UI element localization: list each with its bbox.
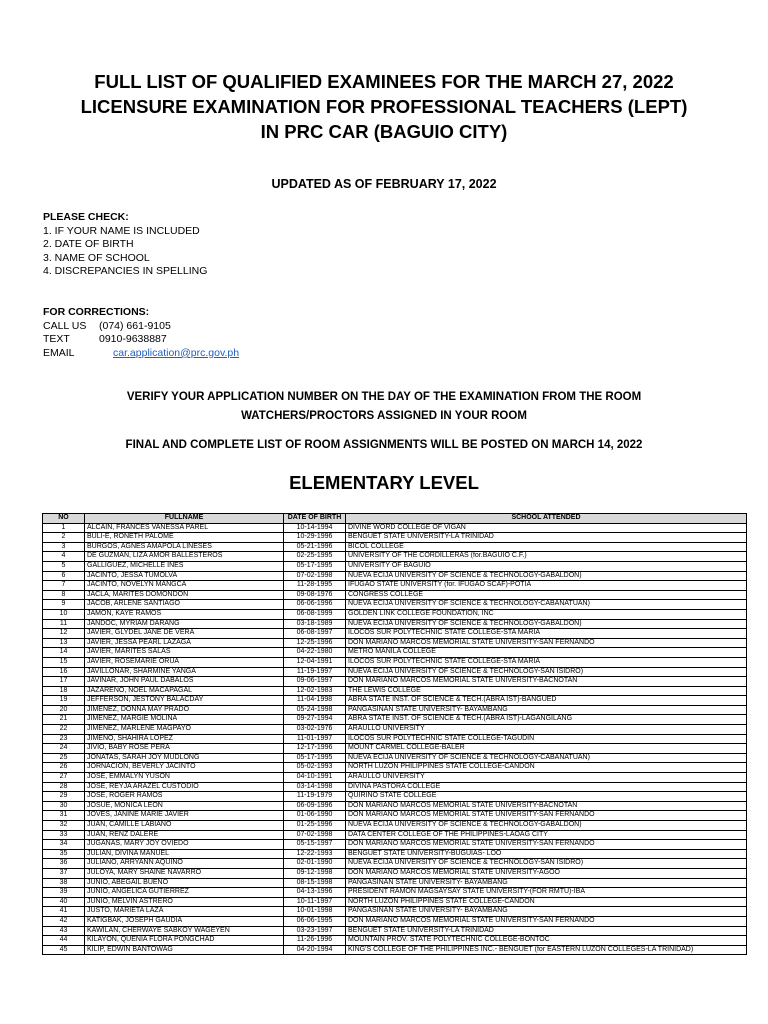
cell-fullname: BURGOS, AGNES AMAPOLA LINESES (85, 542, 284, 552)
table-row (43, 821, 747, 831)
cell-school: BENGUET STATE UNIVERSITY-LA TRINIDAD (346, 926, 747, 936)
cell-no: 2 (43, 533, 85, 543)
table-row (43, 705, 747, 715)
cell-no: 19 (43, 696, 85, 706)
cell-no: 14 (43, 648, 85, 658)
table-header-row (43, 514, 747, 524)
cell-fullname: JANDOC, MYRIAM DARANG (85, 619, 284, 629)
cell-fullname: JIVIO, BABY ROSE PERA (85, 744, 284, 754)
table-row (43, 830, 747, 840)
cell-school: UNIVERSITY OF THE CORDILLERAS (for.BAGUIO C.F.) (346, 552, 747, 562)
cell-dob: 03-18-1989 (284, 619, 346, 629)
cell-dob: 06-08-1997 (284, 629, 346, 639)
email-link[interactable]: car.application@prc.gov.ph (113, 346, 240, 359)
cell-no: 16 (43, 667, 85, 677)
cell-dob: 11-19-1997 (284, 667, 346, 677)
cell-school: PRESIDENT RAMON MAGSAYSAY STATE UNIVERSITY-(FOR RMTU)-IBA (346, 888, 747, 898)
cell-dob: 04-10-1991 (284, 773, 346, 783)
cell-dob: 10-29-1996 (284, 533, 346, 543)
cell-fullname: JULIAN, DIVINA MANUEL (85, 849, 284, 859)
cell-no: 10 (43, 609, 85, 619)
cell-dob: 02-25-1995 (284, 552, 346, 562)
cell-dob: 09-12-1998 (284, 868, 346, 878)
call-value: (074) 661-9105 (99, 319, 171, 332)
text-row (43, 333, 239, 347)
cell-fullname: KATIGBAK, JOSEPH GAUDIA (85, 916, 284, 926)
text-label: TEXT (43, 333, 70, 346)
cell-no: 38 (43, 878, 85, 888)
cell-fullname: JULIANO, ARRYANN AQUINO (85, 859, 284, 869)
table-row (43, 629, 747, 639)
cell-dob: 11-01-1997 (284, 734, 346, 744)
cell-dob: 12-25-1996 (284, 638, 346, 648)
cell-no: 44 (43, 936, 85, 946)
table-row (43, 878, 747, 888)
table-row (43, 734, 747, 744)
cell-dob: 03-23-1997 (284, 926, 346, 936)
cell-dob: 12-17-1996 (284, 744, 346, 754)
cell-no: 11 (43, 619, 85, 629)
cell-school: IFUGAO STATE UNIVERSITY (for. IFUGAO SCAF)-POTIA (346, 581, 747, 591)
cell-dob: 01-25-1996 (284, 821, 346, 831)
table-row (43, 926, 747, 936)
updated-date: UPDATED AS OF FEBRUARY 17, 2022 (271, 177, 497, 191)
cell-school: DON MARIANO MARCOS MEMORIAL STATE UNIVERSITY-BACNOTAN (346, 801, 747, 811)
cell-school: ARAULLO UNIVERSITY (346, 773, 747, 783)
cell-fullname: JAVINAR, JOHN PAUL DABALOS (85, 677, 284, 687)
check-item: 1. IF YOUR NAME IS INCLUDED (43, 224, 200, 237)
cell-dob: 04-22-1980 (284, 648, 346, 658)
cell-school: NUEVA ECIJA UNIVERSITY OF SCIENCE & TECHNOLOGY-CABANATUAN) (346, 600, 747, 610)
cell-no: 22 (43, 725, 85, 735)
cell-no: 1 (43, 523, 85, 533)
cell-fullname: ALCAIN, FRANCES VANESSA PAREL (85, 523, 284, 533)
cell-no: 40 (43, 897, 85, 907)
cell-no: 5 (43, 561, 85, 571)
cell-dob: 02-01-1990 (284, 859, 346, 869)
cell-dob: 04-13-1996 (284, 888, 346, 898)
cell-fullname: KILAYON, QUENIA FLORA PONGCHAD (85, 936, 284, 946)
table-body (43, 523, 747, 955)
cell-fullname: JAVIER, MARITES SALAS (85, 648, 284, 658)
title-line: IN PRC CAR (BAGUIO CITY) (260, 121, 508, 142)
call-label: CALL US (43, 319, 87, 332)
table-row (43, 897, 747, 907)
header-school: SCHOOL ATTENDED (346, 514, 747, 524)
cell-fullname: JULOYA, MARY SHAINE NAVARRO (85, 868, 284, 878)
cell-dob: 05-24-1998 (284, 705, 346, 715)
table-row (43, 811, 747, 821)
cell-school: ILOCOS SUR POLYTECHNIC STATE COLLEGE-STA MARIA (346, 629, 747, 639)
cell-no: 26 (43, 763, 85, 773)
table-row (43, 638, 747, 648)
cell-school: MOUNT CARMEL COLLEGE-BALER (346, 744, 747, 754)
cell-no: 23 (43, 734, 85, 744)
check-item: 4. DISCREPANCIES IN SPELLING (43, 265, 208, 278)
cell-fullname: JOSE, ROGER RAMOS (85, 792, 284, 802)
table-row (43, 686, 747, 696)
table-row (43, 888, 747, 898)
cell-fullname: JACINTO, NOVELYN MANGCA (85, 581, 284, 591)
cell-school: NORTH LUZON PHILIPPINES STATE COLLEGE-CANDON (346, 897, 747, 907)
text-value: 0910-9638887 (99, 333, 167, 346)
cell-no: 20 (43, 705, 85, 715)
cell-school: ABRA STATE INST. OF SCIENCE & TECH.(ABRA IST)-LAGANGILANG (346, 715, 747, 725)
cell-fullname: JUAN, CAMILLE LABIANO (85, 821, 284, 831)
table-row (43, 715, 747, 725)
cell-fullname: JUGANAS, MARY JOY OVIEDO (85, 840, 284, 850)
table-row (43, 859, 747, 869)
cell-dob: 10-11-1997 (284, 897, 346, 907)
table-row (43, 840, 747, 850)
cell-dob: 09-06-1997 (284, 677, 346, 687)
cell-dob: 05-15-1997 (284, 840, 346, 850)
cell-school: DON MARIANO MARCOS MEMORIAL STATE UNIVERSITY-BACNOTAN (346, 677, 747, 687)
table-row (43, 523, 747, 533)
cell-dob: 06-06-1996 (284, 600, 346, 610)
cell-no: 39 (43, 888, 85, 898)
cell-school: DIVINE WORD COLLEGE OF VIGAN (346, 523, 747, 533)
cell-school: NUEVA ECIJA UNIVERSITY OF SCIENCE & TECHNOLOGY-GABALDON) (346, 821, 747, 831)
cell-dob: 12-02-1983 (284, 686, 346, 696)
table-row (43, 792, 747, 802)
table-row (43, 945, 747, 955)
table-row (43, 590, 747, 600)
cell-school: MOUNTAIN PROV. STATE POLYTECHNIC COLLEGE-BONTOC (346, 936, 747, 946)
final-notice: FINAL AND COMPLETE LIST OF ROOM ASSIGNMENTS WILL BE POSTED ON MARCH 14, 2022 (125, 439, 643, 451)
header-fullname: FULLNAME (85, 514, 284, 524)
cell-fullname: JUNIO, ABEGAIL BUENO (85, 878, 284, 888)
table-row (43, 744, 747, 754)
cell-fullname: JAMON, KAYE RAMOS (85, 609, 284, 619)
cell-dob: 09-27-1994 (284, 715, 346, 725)
cell-school: PANGASINAN STATE UNIVERSITY- BAYAMBANG (346, 878, 747, 888)
cell-dob: 06-08-1999 (284, 609, 346, 619)
cell-school: ARAULLO UNIVERSITY (346, 725, 747, 735)
cell-school: GOLDEN LINK COLLEGE FOUNDATION, INC (346, 609, 747, 619)
cell-fullname: JOSE, REYJA ARAZEL CUSTODIO (85, 782, 284, 792)
cell-no: 31 (43, 811, 85, 821)
cell-dob: 10-14-1994 (284, 523, 346, 533)
table-row (43, 868, 747, 878)
cell-dob: 03-02-1976 (284, 725, 346, 735)
cell-school: ILOCOS SUR POLYTECHNIC STATE COLLEGE-STA MARIA (346, 657, 747, 667)
cell-fullname: JACLA, MARITES DOMONDON (85, 590, 284, 600)
table-row (43, 648, 747, 658)
verify-line: WATCHERS/PROCTORS ASSIGNED IN YOUR ROOM (241, 410, 527, 422)
cell-no: 13 (43, 638, 85, 648)
table-row (43, 609, 747, 619)
cell-no: 29 (43, 792, 85, 802)
cell-no: 3 (43, 542, 85, 552)
cell-no: 21 (43, 715, 85, 725)
cell-dob: 12-22-1993 (284, 849, 346, 859)
cell-fullname: BULI-E, RONETH PALOME (85, 533, 284, 543)
cell-school: DIVINA PASTORA COLLEGE (346, 782, 747, 792)
cell-dob: 05-02-1993 (284, 763, 346, 773)
cell-no: 17 (43, 677, 85, 687)
check-item: 3. NAME OF SCHOOL (43, 251, 150, 264)
cell-no: 4 (43, 552, 85, 562)
cell-school: DON MARIANO MARCOS MEMORIAL STATE UNIVERSITY-SAN FERNANDO (346, 840, 747, 850)
cell-school: DATA CENTER COLLEGE OF THE PHILIPPINES-LAOAG CITY (346, 830, 747, 840)
table-row (43, 657, 747, 667)
cell-no: 27 (43, 773, 85, 783)
verify-notice (60, 388, 708, 426)
page-title (40, 69, 728, 144)
cell-school: NUEVA ECIJA UNIVERSITY OF SCIENCE & TECHNOLOGY-SAN ISIDRO) (346, 667, 747, 677)
cell-fullname: JAVIER, JESSA PEARL LAZAGA (85, 638, 284, 648)
table-row (43, 667, 747, 677)
cell-school: ILOCOS SUR POLYTECHNIC STATE COLLEGE-TAGUDIN (346, 734, 747, 744)
cell-dob: 09-08-1976 (284, 590, 346, 600)
check-item: 2. DATE OF BIRTH (43, 238, 134, 251)
cell-no: 8 (43, 590, 85, 600)
cell-fullname: JAVILLONAR, SHARMINE YANGA (85, 667, 284, 677)
cell-dob: 05-17-1995 (284, 561, 346, 571)
cell-school: PANGASINAN STATE UNIVERSITY- BAYAMBANG (346, 907, 747, 917)
cell-school: NORTH LUZON PHILIPPINES STATE COLLEGE-CANDON (346, 763, 747, 773)
cell-fullname: JONATAS, SARAH JOY MUDLONG (85, 753, 284, 763)
cell-fullname: JUSTO, MARIETA LAZA (85, 907, 284, 917)
please-check-section (43, 211, 207, 279)
table-row (43, 542, 747, 552)
table-row (43, 753, 747, 763)
cell-dob: 06-06-1995 (284, 916, 346, 926)
cell-school: UNIVERSITY OF BAGUIO (346, 561, 747, 571)
table-row (43, 677, 747, 687)
cell-no: 37 (43, 868, 85, 878)
table-row (43, 773, 747, 783)
cell-no: 12 (43, 629, 85, 639)
cell-school: CONGRESS COLLEGE (346, 590, 747, 600)
level-heading: ELEMENTARY LEVEL (289, 472, 479, 493)
title-line: FULL LIST OF QUALIFIED EXAMINEES FOR THE MARCH 27, 2022 (94, 71, 674, 92)
cell-fullname: JUNIO, MELVIN ASTRERO (85, 897, 284, 907)
table-row (43, 907, 747, 917)
cell-no: 42 (43, 916, 85, 926)
cell-no: 35 (43, 849, 85, 859)
cell-school: NUEVA ECIJA UNIVERSITY OF SCIENCE & TECHNOLOGY-CABANATUAN) (346, 753, 747, 763)
table-row (43, 725, 747, 735)
cell-no: 45 (43, 945, 85, 955)
cell-dob: 07-02-1998 (284, 830, 346, 840)
table-row (43, 916, 747, 926)
cell-no: 7 (43, 581, 85, 591)
cell-fullname: DE GUZMAN, LIZA AMOR BALLESTEROS (85, 552, 284, 562)
examinees-table (42, 513, 747, 955)
please-check-heading: PLEASE CHECK: (43, 211, 129, 223)
cell-school: PANGASINAN STATE UNIVERSITY- BAYAMBANG (346, 705, 747, 715)
cell-school: BENGUET STATE UNIVERSITY-LA TRINIDAD (346, 533, 747, 543)
cell-no: 25 (43, 753, 85, 763)
cell-fullname: JAVIER, ROSEMARIE ORUA (85, 657, 284, 667)
cell-fullname: JIMENEZ, DONNA MAY PRADO (85, 705, 284, 715)
cell-dob: 05-21-1996 (284, 542, 346, 552)
cell-dob: 12-04-1991 (284, 657, 346, 667)
table-row (43, 619, 747, 629)
verify-line: VERIFY YOUR APPLICATION NUMBER ON THE DAY OF THE EXAMINATION FROM THE ROOM (126, 391, 642, 403)
cell-fullname: KILIP, EDWIN BANTOWAG (85, 945, 284, 955)
table-row (43, 696, 747, 706)
cell-dob: 07-02-1998 (284, 571, 346, 581)
cell-no: 41 (43, 907, 85, 917)
header-no: NO (43, 514, 85, 524)
cell-fullname: JOSUE, MONICA LEON (85, 801, 284, 811)
cell-no: 34 (43, 840, 85, 850)
cell-dob: 05-17-1995 (284, 753, 346, 763)
cell-school: NUEVA ECIJA UNIVERSITY OF SCIENCE & TECHNOLOGY-GABALDON) (346, 619, 747, 629)
title-line: LICENSURE EXAMINATION FOR PROFESSIONAL TEACHERS (LEPT) (80, 96, 688, 117)
cell-fullname: JEFFERSON, JESTONY BALACDAY (85, 696, 284, 706)
table-row (43, 600, 747, 610)
cell-no: 18 (43, 686, 85, 696)
cell-school: QUIRINO STATE COLLEGE (346, 792, 747, 802)
call-row (43, 320, 239, 334)
cell-dob: 11-28-1995 (284, 581, 346, 591)
cell-fullname: JAVIER, GLYDEL JANE DE VERA (85, 629, 284, 639)
cell-no: 36 (43, 859, 85, 869)
cell-fullname: GALLIGUEZ, MICHELLE INES (85, 561, 284, 571)
cell-dob: 08-15-1998 (284, 878, 346, 888)
cell-fullname: JACOB, ARLENE SANTIAGO (85, 600, 284, 610)
cell-school: ABRA STATE INST. OF SCIENCE & TECH.(ABRA IST)-BANGUED (346, 696, 747, 706)
table-row (43, 763, 747, 773)
cell-dob: 04-20-1994 (284, 945, 346, 955)
cell-school: METRO MANILA COLLEGE (346, 648, 747, 658)
cell-fullname: JUAN, RENZ DALERE (85, 830, 284, 840)
table-row (43, 801, 747, 811)
cell-no: 32 (43, 821, 85, 831)
cell-dob: 11-04-1998 (284, 696, 346, 706)
cell-school: DON MARIANO MARCOS MEMORIAL STATE UNIVERSITY-SAN FERNANDO (346, 916, 747, 926)
cell-fullname: JOVES, JANINE MARIE JAVIER (85, 811, 284, 821)
cell-no: 33 (43, 830, 85, 840)
cell-school: DON MARIANO MARCOS MEMORIAL STATE UNIVERSITY-SAN FERNANDO (346, 638, 747, 648)
cell-fullname: JOSE, EMMALYN YUSON (85, 773, 284, 783)
cell-no: 9 (43, 600, 85, 610)
cell-no: 6 (43, 571, 85, 581)
table-row (43, 561, 747, 571)
cell-no: 43 (43, 926, 85, 936)
cell-fullname: KAWILAN, CHERWAYE SABKOY WAGEYEN (85, 926, 284, 936)
cell-dob: 10-01-1998 (284, 907, 346, 917)
cell-school: THE LEWIS COLLEGE (346, 686, 747, 696)
cell-fullname: JIMENEZ, MARLENE MAGPAYO (85, 725, 284, 735)
cell-fullname: JAZARENO, NOEL MACAPAGAL (85, 686, 284, 696)
cell-school: BICOL COLLEGE (346, 542, 747, 552)
cell-no: 30 (43, 801, 85, 811)
table-row (43, 782, 747, 792)
cell-dob: 11-19-1979 (284, 792, 346, 802)
header-dob: DATE OF BIRTH (284, 514, 346, 524)
cell-no: 28 (43, 782, 85, 792)
table-row (43, 571, 747, 581)
cell-school: NUEVA ECIJA UNIVERSITY OF SCIENCE & TECHNOLOGY-GABALDON) (346, 571, 747, 581)
table-row (43, 552, 747, 562)
cell-school: BENGUET STATE UNIVERSITY-BUGUIAS- LOO (346, 849, 747, 859)
corrections-section (43, 306, 239, 360)
cell-school: DON MARIANO MARCOS MEMORIAL STATE UNIVERSITY-SAN FERNANDO (346, 811, 747, 821)
cell-school: NUEVA ECIJA UNIVERSITY OF SCIENCE & TECHNOLOGY-SAN ISIDRO) (346, 859, 747, 869)
cell-dob: 01-06-1990 (284, 811, 346, 821)
email-row (43, 347, 239, 361)
table-row (43, 849, 747, 859)
table-row (43, 581, 747, 591)
corrections-heading: FOR CORRECTIONS: (43, 306, 150, 318)
cell-no: 24 (43, 744, 85, 754)
cell-fullname: JACINTO, JESSA TUMOLVA (85, 571, 284, 581)
cell-school: KING'S COLLEGE OF THE PHILIPPINES INC.- BENGUET (for EASTERN LUZON COLLEGES-LA TRINIDAD) (346, 945, 747, 955)
table-row (43, 533, 747, 543)
cell-dob: 06-09-1996 (284, 801, 346, 811)
cell-school: DON MARIANO MARCOS MEMORIAL STATE UNIVERSITY-AGOO (346, 868, 747, 878)
cell-fullname: JUNIO, ANGELICA GUTIERREZ (85, 888, 284, 898)
cell-fullname: JIMENEZ, MARGIE MOLINA (85, 715, 284, 725)
table-row (43, 936, 747, 946)
cell-fullname: JIMENO, SHAHIRA LOPEZ (85, 734, 284, 744)
cell-dob: 03-14-1998 (284, 782, 346, 792)
email-label: EMAIL (43, 346, 75, 359)
cell-no: 15 (43, 657, 85, 667)
cell-dob: 11-26-1996 (284, 936, 346, 946)
cell-fullname: JORNACION, BEVERLY JACINTO (85, 763, 284, 773)
